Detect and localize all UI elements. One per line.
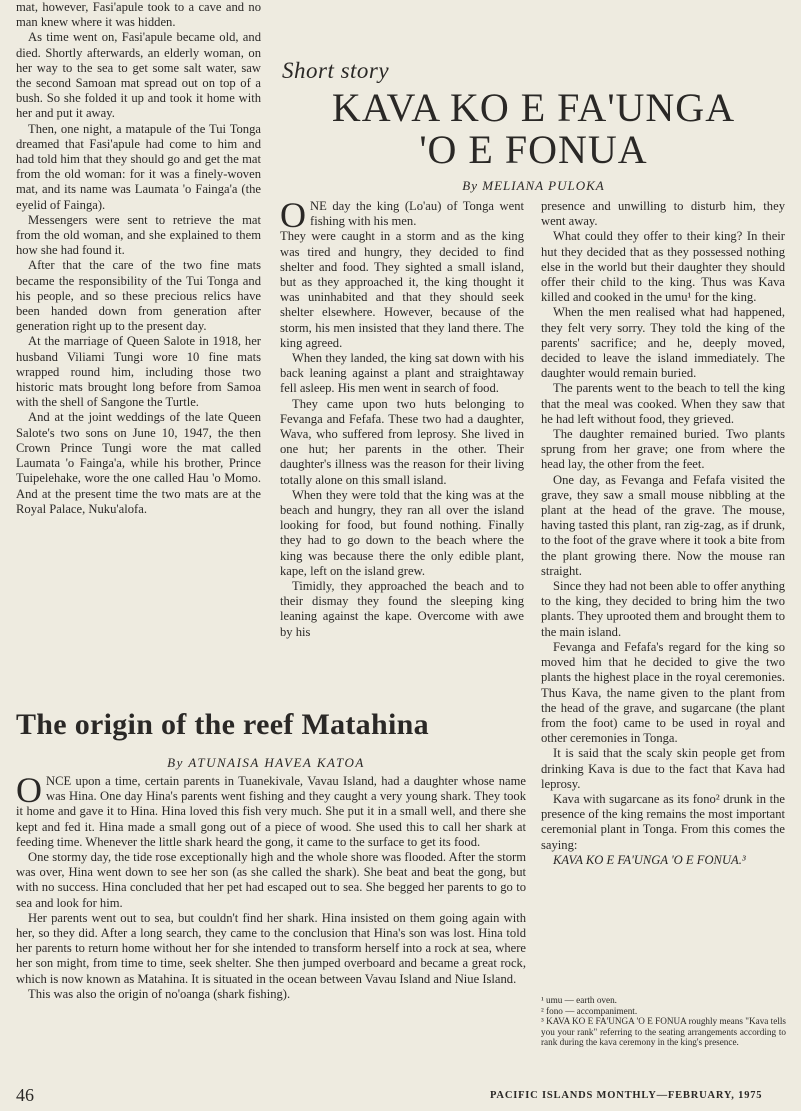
first-paragraph-text: NE day the king (Lo'au) of Tonga went fishing with his men.: [310, 199, 524, 229]
paragraph: As time went on, Fasi'apule became old, and died. Shortly afterwards, an elderly woman, on her way to the sea to get some salt water, saw the second Samoan mat spread out on top of a bush. So she folded it up and took it home with her and put it away.: [16, 30, 261, 121]
paragraph: At the marriage of Queen Salote in 1918, her husband Viliami Tungi wore 10 fine mats wrapped round him, including those two historic mats brought long before from Samoa with the shell of Sangone the Turtle.: [16, 334, 261, 410]
paragraph: Her parents went out to sea, but couldn't find her shark. Hina insisted on them going again with her, so they did. After a long search, they came to the conclusion that Hina's son was lost. Hina told her parents to return home without her for she intended to transform herself into a rock at sea, where her son might, from time to time, seek shelter. She then jumped overboard and became a great rock, which is now known as Matahina. It is situated in the ocean between Vavau Island and Niue Island.: [16, 910, 526, 986]
first-paragraph: [16, 770, 526, 850]
first-paragraph: [280, 195, 524, 235]
page-number: 46: [16, 1085, 34, 1105]
footnote: ³ KAVA KO E FA'UNGA 'O E FONUA roughly means "Kava tells you your rank" referring to the seating arrangements according to rank during the kava ceremony in the king's presence.: [541, 1016, 786, 1047]
story-column-1: [280, 195, 524, 640]
footnote: ¹ umu — earth oven.: [541, 995, 617, 1005]
paragraph: One day, as Fevanga and Fefafa visited the grave, they saw a small mouse nibbling at the plant at the head of the grave. The mouse, having tasted this plant, ran zig-zag, as if drunk, to the foot of the grave where it took a bite from the plant growing there. Now the mouse ran straight.: [541, 472, 785, 578]
drop-cap: O: [280, 195, 306, 235]
paragraph: What could they offer to their king? In their hut they decided that as they possessed nothing else in the world but their daughter they should offer their child to the king. Thus was Kava killed and cooked in the umu¹ for the king.: [541, 229, 785, 305]
running-footer: PACIFIC ISLANDS MONTHLY—FEBRUARY, 1975: [490, 1090, 763, 1101]
paragraph: The daughter remained buried. Two plants sprung from her grave; one from where the head lay, the other from the feet.: [541, 427, 785, 472]
paragraph: When they were told that the king was at the beach and hungry, they ran all over the island looking for food, but found nothing. Finally they had to go down to the beach where the king was because there the only edible plant, kape, left on the island grew.: [280, 487, 524, 578]
paragraph: Timidly, they approached the beach and to their dismay they found the sleeping king leaning against the kape. Overcome with awe by his: [280, 579, 524, 639]
paragraph: After that the care of the two fine mats became the responsibility of the Tui Tonga and his people, and so these precious relics have been handed down from generation after generation right up to the present day.: [16, 258, 261, 334]
paragraph: mat, however, Fasi'apule took to a cave and no man knew where it was hidden.: [16, 0, 261, 30]
paragraph: Since they had not been able to offer anything to the king, they decided to bring him the two plants. They uprooted them and brought them to the main island.: [541, 579, 785, 639]
paragraph: They came upon two huts belonging to Fevanga and Fefafa. These two had a daughter, Wava, who suffered from leprosy. She lived in one hut; her parents in the other. Their daughter's illness was the reason for their living totally alone on this small island.: [280, 396, 524, 487]
paragraph: It is said that the scaly skin people get from drinking Kava is due to the fact that Kava had leprosy.: [541, 746, 785, 791]
second-story-body: [16, 770, 526, 1002]
drop-cap: O: [16, 770, 42, 810]
paragraph: And at the joint weddings of the late Queen Salote's two sons on June 10, 1947, the then Crown Prince Tungi wore the mat called Laumata 'o Fainga'a, while his brother, Prince Tuipelehake, wore the one called Hau 'o Momo. And at the present time the two mats are at the Royal Palace, Nuku'alofa.: [16, 410, 261, 516]
paragraph: Then, one night, a matapule of the Tui Tonga dreamed that Fasi'apule had come to him and had told him that they should go and get the mat from the old woman: for it was a finely-woven mat, and its name was Laumata 'o Fainga'a (the eyelid of Fainga).: [16, 121, 261, 212]
footnote: ² fono — accompaniment.: [541, 1005, 638, 1016]
paragraph: Kava with sugarcane as its fono² drunk in the presence of the king remains the most important ceremonial plant in Tonga. From this comes the saying:: [541, 791, 785, 852]
paragraph: Fevanga and Fefafa's regard for the king so moved him that he decided to give the two plants the highest place in the royal ceremonies. Thus Kava, the name given to the plant from the head of the grave, and sugarcane (the plant from the foot) came to be used in royal and other ceremonies in Tonga.: [541, 639, 785, 746]
story-headline-line-2: 'O E FONUA: [419, 127, 648, 172]
second-story-byline: By ATUNAISA HAVEA KATOA: [167, 755, 365, 770]
story-byline: By MELIANA PULOKA: [462, 178, 605, 193]
saying: KAVA KO E FA'UNGA 'O E FONUA.³: [553, 852, 746, 867]
paragraph: Messengers were sent to retrieve the mat from the old woman, and she explained to them how she had found it.: [16, 212, 261, 258]
paragraph: They were caught in a storm and as the king was tired and hungry, they decided to find shelter and food. They sighted a small island, but as they approached it, the king thought it was uninhabited and that they should seek shelter elsewhere. However, because of the storm, his men insisted that they land there. The king agreed.: [280, 229, 524, 350]
column-continued-story: [16, 0, 261, 517]
paragraph: When the men realised what had happened, they felt very sorry. They told the king of the parents' sacrifice; and he, deeply moved, decided to leave the island immediately. The daughter would remain buried.: [541, 305, 785, 381]
section-kicker: Short story: [282, 58, 390, 83]
first-paragraph-text: NCE upon a time, certain parents in Tuanekivale, Vavau Island, had a daughter whose name was Hina. One day Hina's parents went fishing and they caught a very young shark. They took it home and gave it to Hina. Hina loved this fish very much. She put it in a small well, and there she kept and fed it. Hina made a small gong out of a piece of wood. She used this to call her shark at feeding time. Whenever the little shark heard the gong, it came to the surface to get its food.: [16, 774, 526, 849]
story-column-2: [541, 199, 785, 868]
paragraph: One stormy day, the tide rose exceptionally high and the whole shore was flooded. After the storm was over, Hina went down to see her son (as she called the shark). She beat and beat the gong, but with no success. Hina concluded that her pet had escaped out to sea. She begged her parents to go to sea and look for him.: [16, 850, 526, 910]
footnotes: [541, 995, 786, 1048]
paragraph: When they landed, the king sat down with his back leaning against a plant and straightaway fell asleep. His men went in search of food.: [280, 351, 524, 396]
story-headline-line-1: KAVA KO E FA'UNGA: [331, 85, 736, 130]
second-story-title: The origin of the reef Matahina: [16, 708, 429, 741]
paragraph: This was also the origin of no'oanga (shark fishing).: [28, 986, 291, 1001]
paragraph: The parents went to the beach to tell the king that the meal was cooked. When they saw that he had left without food, they grieved.: [541, 381, 785, 426]
paragraph: presence and unwilling to disturb him, they went away.: [541, 199, 785, 229]
